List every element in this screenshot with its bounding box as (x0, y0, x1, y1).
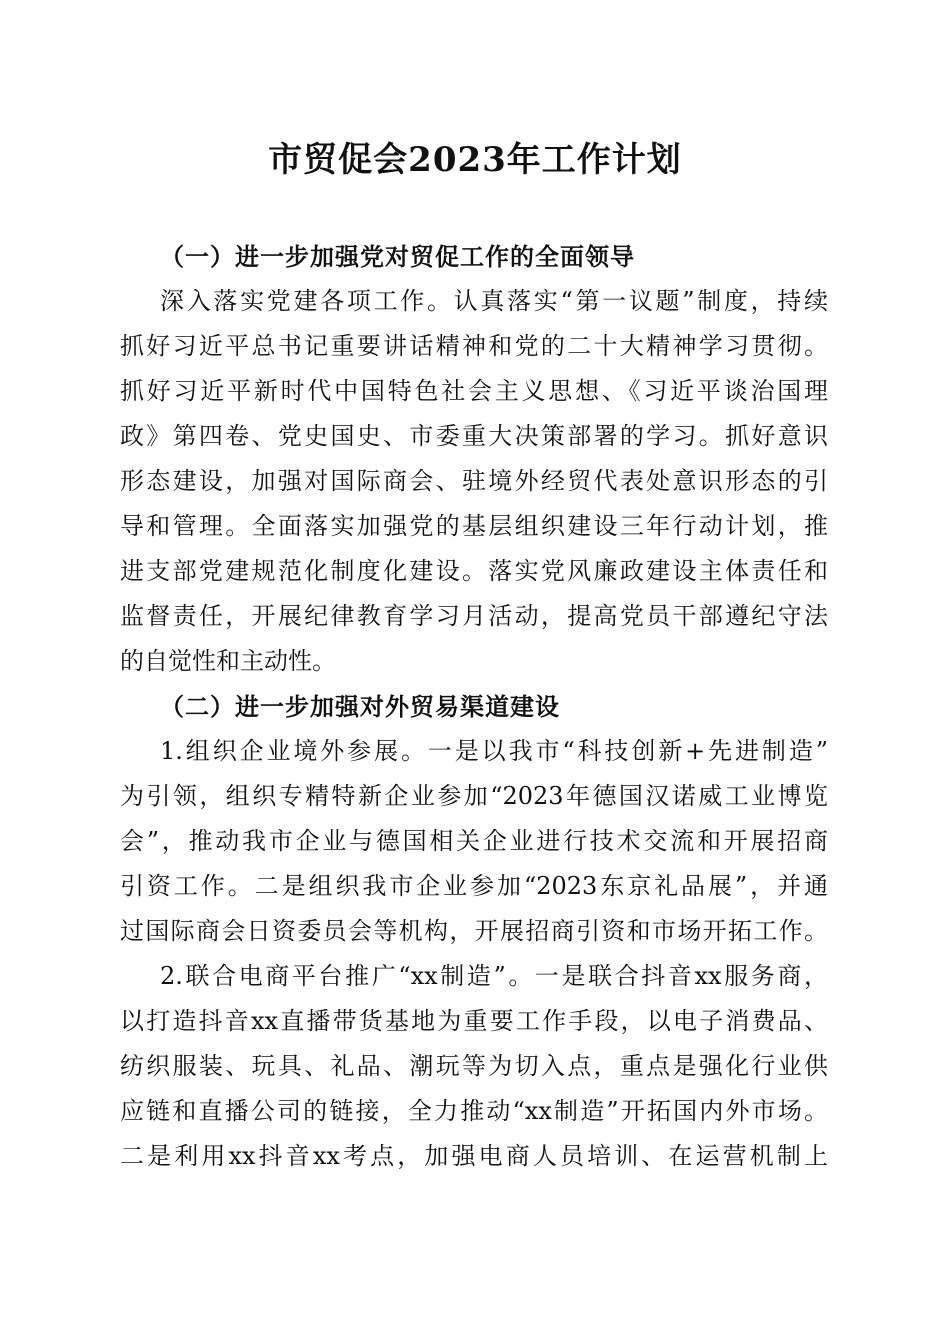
section-heading-2: （二）进一步加强对外贸易渠道建设 (160, 692, 560, 721)
paragraph-line: 应链和直播公司的链接，全力推动“xx制造”开拓国内外市场。 (120, 1097, 828, 1125)
paragraph-line: 1.组织企业境外参展。一是以我市“科技创新+先进制造” (160, 737, 828, 765)
section-heading-1: （一）进一步加强党对贸促工作的全面领导 (160, 242, 635, 271)
paragraph-line: 监督责任，开展纪律教育学习月活动，提高党员干部遵纪守法 (120, 602, 828, 630)
document-body (120, 234, 828, 1179)
paragraph-line: 政》第四卷、党史国史、市委重大决策部署的学习。抓好意识 (120, 422, 828, 450)
paragraph-line: 二是利用xx抖音xx考点，加强电商人员培训、在运营机制上 (120, 1142, 828, 1170)
paragraph-line: 纺织服装、玩具、礼品、潮玩等为切入点，重点是强化行业供 (120, 1052, 828, 1080)
paragraph-line: 为引领，组织专精特新企业参加“2023年德国汉诺威工业博览 (120, 782, 828, 810)
document-title: 市贸促会2023年工作计划 (268, 140, 682, 180)
paragraph-line: 的自觉性和主动性。 (120, 647, 336, 675)
paragraph-line: 形态建设，加强对国际商会、驻境外经贸代表处意识形态的引 (120, 467, 828, 495)
paragraph-line: 2.联合电商平台推广“xx制造”。一是联合抖音xx服务商， (160, 962, 828, 990)
paragraph-line: 进支部党建规范化制度化建设。落实党风廉政建设主体责任和 (120, 557, 828, 585)
paragraph-line: 过国际商会日资委员会等机构，开展招商引资和市场开拓工作。 (120, 917, 828, 945)
paragraph-line: 会”，推动我市企业与德国相关企业进行技术交流和开展招商 (120, 827, 828, 855)
paragraph-line: 深入落实党建各项工作。认真落实“第一议题”制度，持续 (160, 287, 828, 315)
paragraph-line: 以打造抖音xx直播带货基地为重要工作手段，以电子消费品、 (120, 1007, 828, 1035)
paragraph-line: 引资工作。二是组织我市企业参加“2023东京礼品展”，并通 (120, 872, 828, 900)
paragraph-line: 抓好习近平总书记重要讲话精神和党的二十大精神学习贯彻。 (120, 332, 828, 360)
paragraph-line: 导和管理。全面落实加强党的基层组织建设三年行动计划，推 (120, 512, 828, 540)
paragraph-line: 抓好习近平新时代中国特色社会主义思想、《习近平谈治国理 (120, 377, 828, 405)
